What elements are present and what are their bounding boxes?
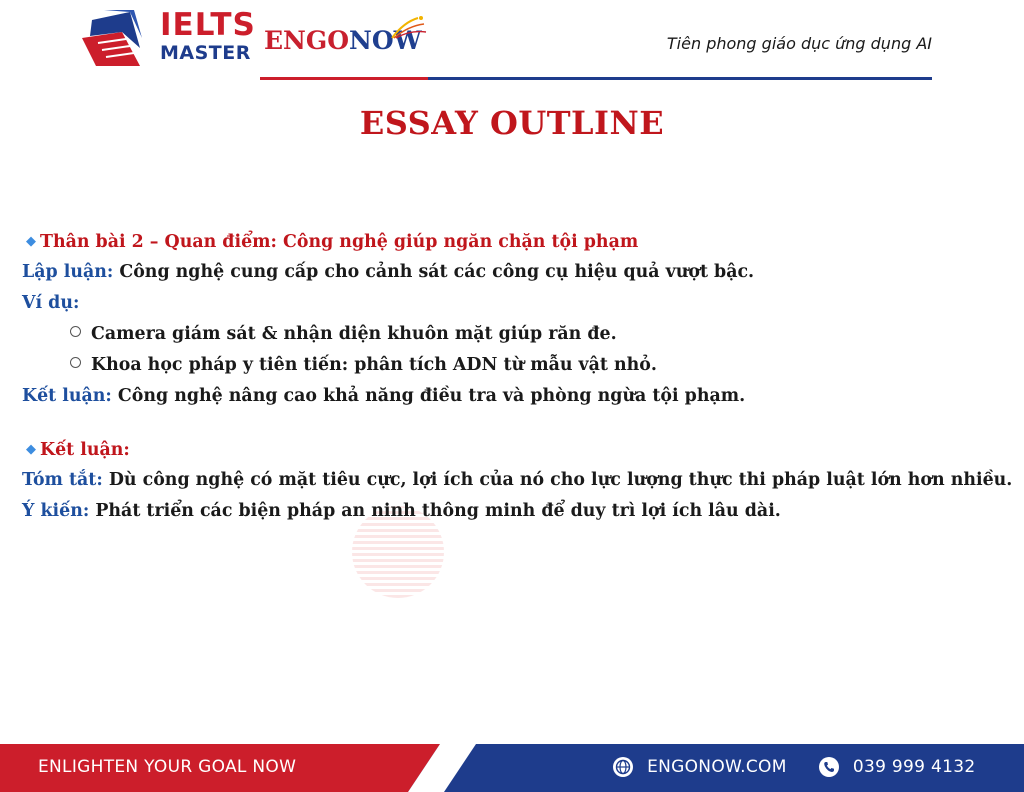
page-header <box>0 0 1024 90</box>
sparkle-icon <box>388 14 428 40</box>
opinion-line <box>22 496 1012 527</box>
list-item <box>22 350 1012 381</box>
body2-heading-text: Thân bài 2 – Quan điểm: Công nghệ giúp ngăn chặn tội phạm <box>40 232 639 252</box>
body2-conclusion-line <box>22 381 1012 412</box>
footer-contacts <box>612 756 975 780</box>
phone-icon <box>818 756 840 778</box>
footer-website[interactable]: ENGONOW.COM <box>647 757 787 777</box>
circle-bullet-icon <box>70 357 81 368</box>
ielts-master-logo-icon <box>82 10 154 66</box>
page-title: ESSAY OUTLINE <box>359 104 665 142</box>
argument-text: Công nghệ cung cấp cho cảnh sát các công cụ hiệu quả vượt bậc. <box>119 262 755 282</box>
summary-text: Dù công nghệ có mặt tiêu cực, lợi ích của nó cho lực lượng thực thi pháp luật lớn hơn nhiều. <box>108 470 1013 490</box>
body2-heading <box>22 226 1012 257</box>
footer-phone[interactable]: 039 999 4132 <box>852 757 976 777</box>
circle-bullet-icon <box>70 326 81 337</box>
example-item-text: Khoa học pháp y tiên tiến: phân tích ADN từ mẫu vật nhỏ. <box>91 355 657 375</box>
page-footer <box>0 744 1024 792</box>
opinion-label: Ý kiến: <box>22 501 90 521</box>
list-item <box>22 319 1012 350</box>
example-line <box>22 288 1012 319</box>
header-divider <box>260 77 932 80</box>
conclusion-heading-text: Kết luận: <box>40 440 130 460</box>
argument-line <box>22 257 1012 288</box>
diamond-bullet-icon: ◆ <box>26 442 36 457</box>
globe-icon <box>612 756 634 778</box>
tagline: Tiên phong giáo dục ứng dụng AI <box>666 34 932 53</box>
brand-now-text: NOW <box>349 26 422 55</box>
logo-master-text: MASTER <box>160 42 251 64</box>
brand-engo-text: ENGO <box>264 26 350 55</box>
logo-ielts-text: IELTS <box>160 7 256 43</box>
opinion-text: Phát triển các biện pháp an ninh thông minh để duy trì lợi ích lâu dài. <box>95 501 781 521</box>
conclusion-heading <box>22 434 1012 465</box>
footer-slogan: ENLIGHTEN YOUR GOAL NOW <box>38 757 297 777</box>
body2-conclusion-text: Công nghệ nâng cao khả năng điều tra và phòng ngừa tội phạm. <box>117 386 746 406</box>
summary-label: Tóm tắt: <box>22 470 103 490</box>
body2-conclusion-label: Kết luận: <box>22 386 112 406</box>
argument-label: Lập luận: <box>22 262 114 282</box>
example-label: Ví dụ: <box>22 293 80 313</box>
diamond-bullet-icon: ◆ <box>26 234 36 249</box>
summary-line <box>22 465 1012 496</box>
outline-content <box>22 226 1012 527</box>
example-item-text: Camera giám sát & nhận diện khuôn mặt giúp răn đe. <box>91 324 617 344</box>
